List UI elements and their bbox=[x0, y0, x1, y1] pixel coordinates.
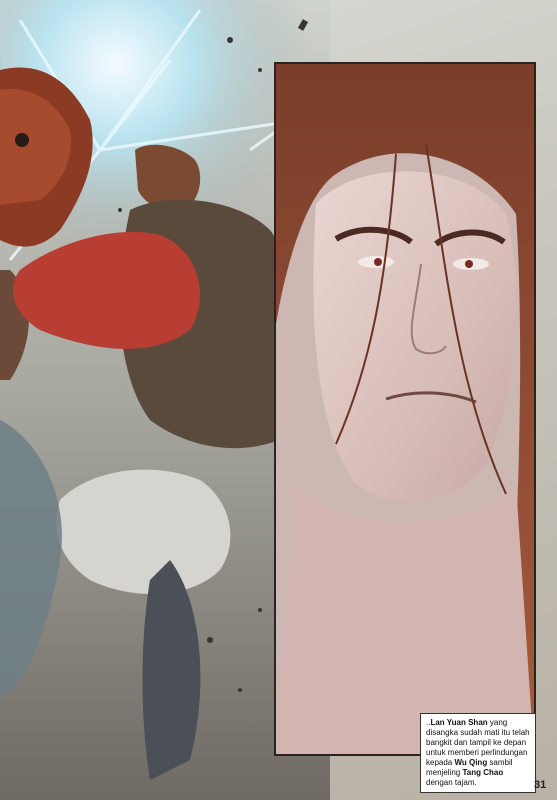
page-number: 31 bbox=[534, 779, 547, 791]
caption-box bbox=[420, 713, 536, 793]
caption-name-wu-qing: Wu Qing bbox=[454, 758, 488, 767]
caption-name-lan-yuan-shan: Lan Yuan Shan bbox=[430, 718, 488, 727]
caption-ellipsis: .. bbox=[426, 718, 431, 727]
caption-text-3: dengan tajam. bbox=[426, 778, 477, 787]
closeup-panel bbox=[274, 62, 536, 756]
face bbox=[313, 171, 516, 501]
closeup-illustration bbox=[276, 64, 534, 754]
caption-text-2: sambil menjeling bbox=[426, 758, 513, 777]
caption-name-tang-chao: Tang Chao bbox=[462, 768, 504, 777]
caption-text-1: yang disangka sudah mati itu telah bangkit dan tampil ke depan untuk memberi perlindungan kepada bbox=[426, 718, 530, 767]
